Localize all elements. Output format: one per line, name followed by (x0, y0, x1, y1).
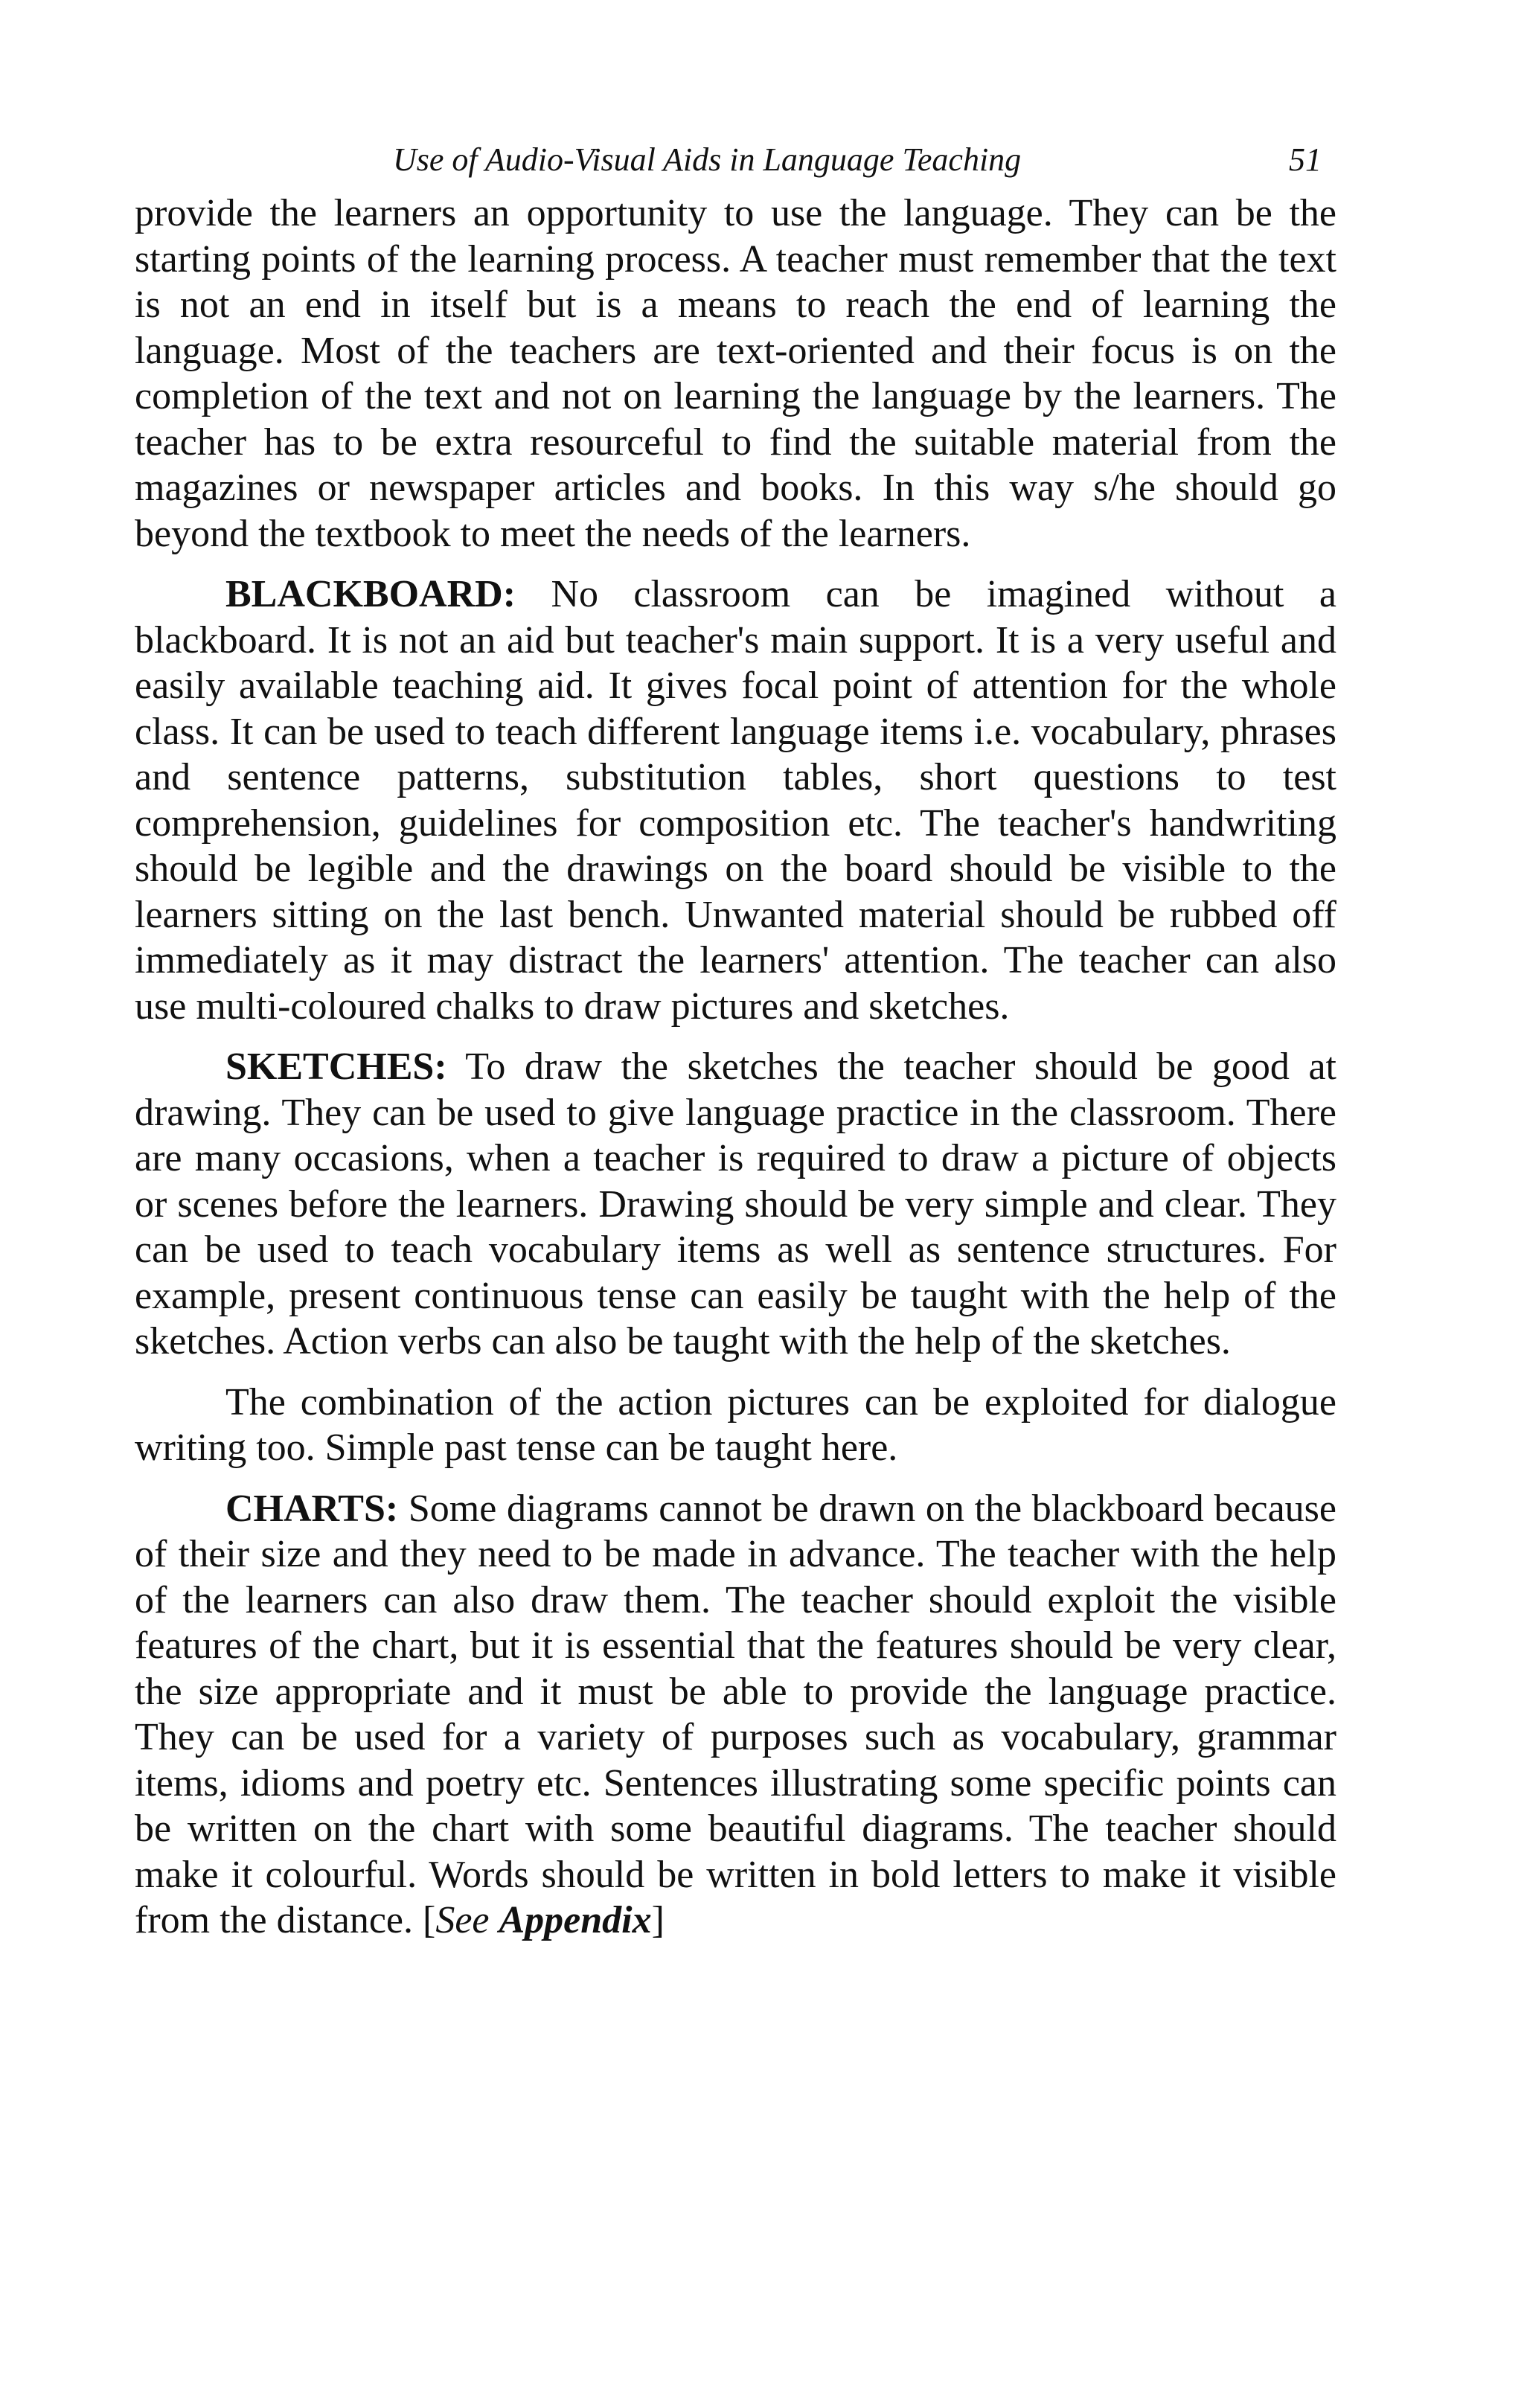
paragraph-text: provide the learners an opportunity to use the language. They can be the starting points of the learning process. A teacher must remember that the text is not an end in itself but is a means to reach the end of learning the language. Most of the teachers are text-oriented and their focus is on the completion of the text and not on learning the language by the learners. The teacher has to be extra resourceful to find the suitable material from the magazines or newspaper articles and books. In this way s/he should go beyond the textbook to meet the needs of the learners. (135, 192, 1336, 555)
bracket-open: [ (422, 1899, 436, 1941)
paragraph-charts (135, 1486, 1336, 1944)
paragraph-text: Some diagrams cannot be drawn on the blackboard because of their size and they need to be made in advance. The teacher with the help of the learners can also draw them. The teacher should exploit the visible features of the chart, but it is essential that the features should be very clear, the size appropriate and it must be able to provide the language practice. They can be used for a variety of purposes such as vocabulary, grammar items, idioms and poetry etc. Sentences illustrating some specific points can be written on the chart with some beautiful diagrams. The teacher should make it colourful. Words should be written in bold letters to make it visible from the distance. (135, 1487, 1336, 1941)
paragraph-combination (135, 1380, 1336, 1471)
section-heading-charts: CHARTS: (225, 1487, 399, 1530)
running-title: Use of Audio-Visual Aids in Language Teaching (393, 141, 1022, 178)
paragraph-text: No classroom can be imagined without a blackboard. It is not an aid but teacher's main support. It is a very useful and easily available teaching aid. It gives focal point of attention for the whole class. It can be used to teach different language items i.e. vocabulary, phrases and sentence patterns, substitution tables, short questions to test comprehension, guidelines for composition etc. The teacher's handwriting should be legible and the drawings on the board should be visible to the learners sitting on the last bench. Unwanted material should be rubbed off immediately as it may distract the learners' attention. The teacher can also use multi-coloured chalks to draw pictures and sketches. (135, 573, 1336, 1028)
see-space (489, 1899, 499, 1941)
paragraph-text: The combination of the action pictures can be exploited for dialogue writing too. Simple past tense can be taught here. (135, 1380, 1336, 1469)
appendix-word: Appendix (499, 1899, 652, 1941)
book-page (135, 134, 1336, 1944)
section-heading-blackboard: BLACKBOARD: (225, 573, 516, 615)
see-word: See (435, 1899, 490, 1941)
paragraph-blackboard (135, 571, 1336, 1029)
running-head (135, 134, 1336, 186)
section-heading-sketches: SKETCHES: (225, 1046, 447, 1088)
paragraph-text: To draw the sketches the teacher should be good at drawing. They can be used to give language practice in the classroom. There are many occasions, when a teacher is required to draw a picture of objects or scenes before the learners. Drawing should be very simple and clear. They can be used to teach vocabulary items as well as sentence structures. For example, present continuous tense can easily be taught with the help of the sketches. Action verbs can also be taught with the help of the sketches. (135, 1046, 1336, 1362)
page-number: 51 (1289, 141, 1322, 178)
appendix-reference (423, 1899, 665, 1941)
paragraph-text-resources (135, 190, 1336, 557)
paragraph-sketches (135, 1044, 1336, 1365)
bracket-close: ] (651, 1899, 665, 1941)
